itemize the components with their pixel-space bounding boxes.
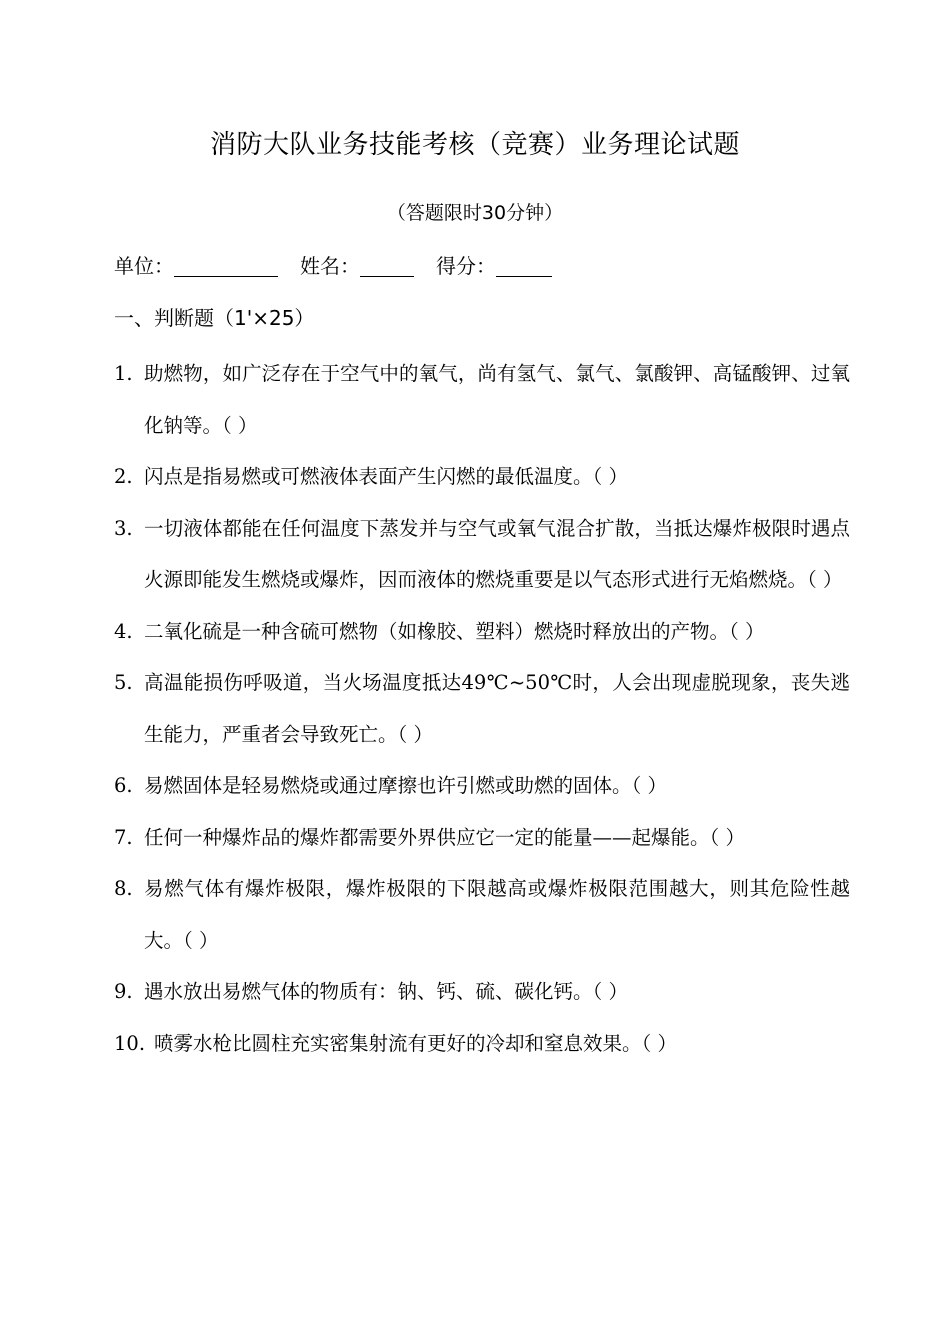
question-number: 5. xyxy=(114,671,133,694)
exam-title: 消防大队业务技能考核（竞赛）业务理论试题 xyxy=(209,130,740,160)
question-item xyxy=(114,863,850,966)
question-number: 6. xyxy=(114,774,133,797)
section-heading: 一、判断题（1'×25） xyxy=(114,306,315,330)
score-label: 得分： xyxy=(436,254,496,278)
question-number: 8. xyxy=(114,877,133,900)
question-text: 闪点是指易燃或可燃液体表面产生闪燃的最低温度。（ ） xyxy=(144,465,628,488)
question-number: 7. xyxy=(114,825,133,849)
question-item xyxy=(114,657,850,760)
question-item xyxy=(114,606,850,658)
question-number: 9. xyxy=(114,980,133,1003)
question-number: 2. xyxy=(114,465,133,488)
question-number: 10. xyxy=(114,1031,146,1055)
question-number: 4. xyxy=(114,619,133,643)
unit-blank[interactable] xyxy=(174,254,278,277)
question-text: 易燃固体是轻易燃烧或通过摩擦也许引燃或助燃的固体。（ ） xyxy=(144,774,667,797)
question-text: 遇水放出易燃气体的物质有：钠、钙、硫、碳化钙。（ ） xyxy=(144,980,628,1003)
question-number: 3. xyxy=(114,516,133,540)
question-number: 1. xyxy=(114,362,133,385)
unit-label: 单位： xyxy=(114,254,174,278)
question-text: 二氧化硫是一种含硫可燃物（如橡胶、塑料）燃烧时释放出的产物。（ ） xyxy=(144,619,765,643)
info-fields-row xyxy=(114,250,552,279)
question-text: 一切液体都能在任何温度下蒸发并与空气或氧气混合扩散，当抵达爆炸极限时遇点火源即能发生燃烧或爆炸，因而液体的燃烧重要是以气态形式进行无焰燃烧。（ ） xyxy=(144,516,850,591)
question-item xyxy=(114,503,850,606)
question-text: 助燃物，如广泛存在于空气中的氧气，尚有氢气、氯气、氯酸钾、高锰酸钾、过氧化钠等。（ ） xyxy=(144,362,850,437)
question-text: 易燃气体有爆炸极限，爆炸极限的下限越高或爆炸极限范围越大，则其危险性越大。（ ） xyxy=(144,877,850,952)
question-text: 高温能损伤呼吸道，当火场温度抵达49℃~50℃时，人会出现虚脱现象，丧失逃生能力，严重者会导致死亡。（ ） xyxy=(144,671,850,746)
question-text: 任何一种爆炸品的爆炸都需要外界供应它一定的能量——起爆能。（ ） xyxy=(144,825,745,849)
question-item xyxy=(114,1018,850,1070)
question-list xyxy=(114,348,850,1069)
question-item xyxy=(114,812,850,864)
question-item xyxy=(114,348,850,451)
question-item xyxy=(114,966,850,1018)
question-text: 喷雾水枪比圆柱充实密集射流有更好的冷却和窒息效果。（ ） xyxy=(154,1031,677,1055)
time-limit-note: （答题限时30分钟） xyxy=(386,202,564,224)
question-item xyxy=(114,451,850,503)
question-item xyxy=(114,760,850,812)
name-blank[interactable] xyxy=(360,254,414,277)
name-label: 姓名： xyxy=(300,254,360,278)
score-blank[interactable] xyxy=(496,254,552,277)
